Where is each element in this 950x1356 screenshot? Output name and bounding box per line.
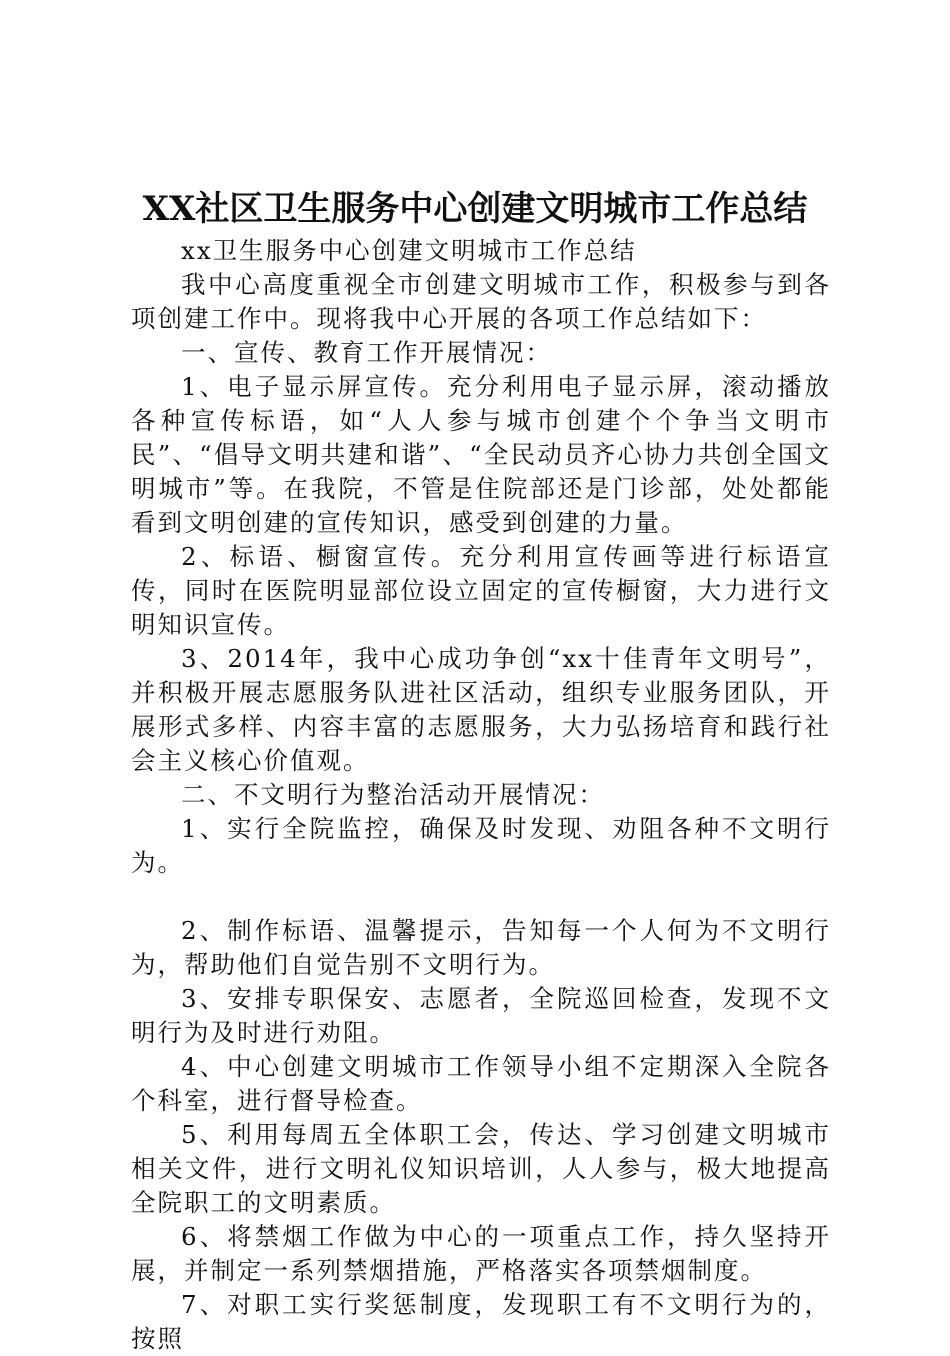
section-heading-publicity: 一、宣传、教育工作开展情况： [181,338,552,367]
paragraph-publicity-3: 3、2014年，我中心成功争创“xx十佳青年文明号”，并积极开展志愿服务队进社区活动，组织专业服务团队，开展形式多样、内容丰富的志愿服务，大力弘扬培育和践行社会主义核心价值观。 [131,644,831,775]
paragraph-rectification-2: 2、制作标语、温馨提示，告知每一个人何为不文明行为，帮助他们自觉告别不文明行为。 [131,916,831,979]
document-body [131,234,831,1356]
intro-paragraph: 我中心高度重视全市创建文明城市工作，积极参与到各项创建工作中。现将我中心开展的各项工作总结如下： [131,270,831,333]
paragraph-publicity-1: 1、电子显示屏宣传。充分利用电子显示屏，滚动播放各种宣传标语，如“人人参与城市创建个个争当文明市民”、“倡导文明共建和谐”、“全民动员齐心协力共创全国文明城市”等。在我院，不管是住院部还是门诊部，处处都能看到文明创建的宣传知识，感受到创建的力量。 [131,372,831,537]
paragraph-rectification-3: 3、安排专职保安、志愿者，全院巡回检查，发现不文明行为及时进行劝阻。 [131,984,831,1047]
paragraph-publicity-2: 2、标语、橱窗宣传。充分利用宣传画等进行标语宣传，同时在医院明显部位设立固定的宣传橱窗，大力进行文明知识宣传。 [131,542,831,639]
paragraph-rectification-4: 4、中心创建文明城市工作领导小组不定期深入全院各个科室，进行督导检查。 [131,1052,831,1115]
paragraph-rectification-6: 6、将禁烟工作做为中心的一项重点工作，持久坚持开展，并制定一系列禁烟措施，严格落实各项禁烟制度。 [131,1222,831,1285]
paragraph-rectification-5: 5、利用每周五全体职工会，传达、学习创建文明城市相关文件，进行文明礼仪知识培训，人人参与，极大地提高全院职工的文明素质。 [131,1120,831,1217]
paragraph-rectification-1: 1、实行全院监控，确保及时发现、劝阻各种不文明行为。 [131,814,831,877]
section-heading-rectification: 二、不文明行为整治活动开展情况： [181,780,605,809]
paragraph-rectification-7: 7、对职工实行奖惩制度，发现职工有不文明行为的，按照 [131,1290,831,1353]
subtitle-paragraph: xx卫生服务中心创建文明城市工作总结 [181,236,637,265]
document-title: XX社区卫生服务中心创建文明城市工作总结 [142,189,808,229]
